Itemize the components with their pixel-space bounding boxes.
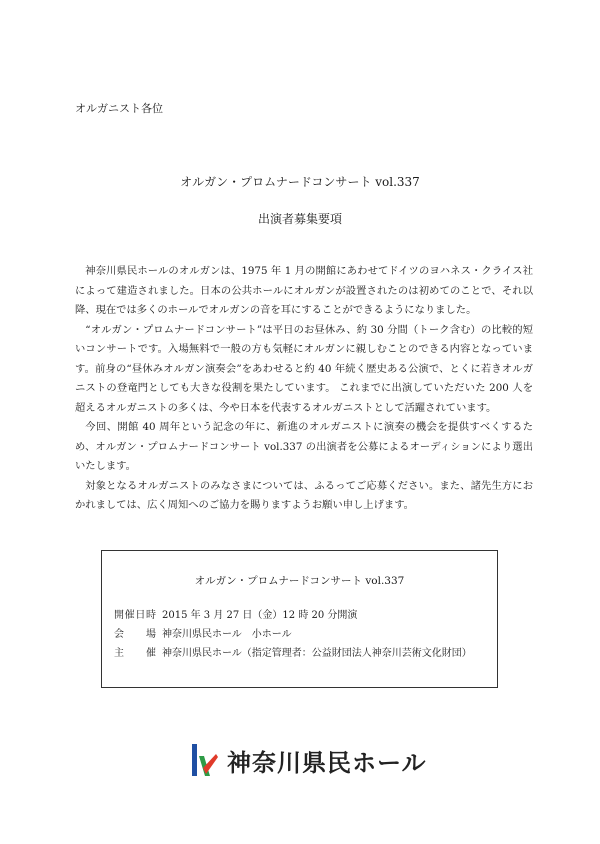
- info-row-label: 主 催: [114, 648, 156, 659]
- page-title: オルガン・プロムナードコンサート vol.337: [180, 175, 420, 189]
- addressee: オルガニスト各位: [75, 102, 163, 115]
- info-box-rows: [114, 606, 472, 663]
- logo-mark-blue: [192, 744, 197, 776]
- logo-text: 神奈川県民ホール: [227, 748, 427, 777]
- info-row-value: 2015 年 3 月 27 日（金）12 時 20 分開演: [162, 610, 358, 621]
- paragraph: “オルガン・プロムナードコンサート”は平日のお昼休み、約 30 分間（トーク含む）の比較的短いコンサートです。入場無料で一般の方も気軽にオルガンに親しむことのできる内容となっています。前身の“昼休みオルガン演奏会”をあわせると約 40 年続く歴史ある公演で、とくに若きオルガニストの登竜門としても大きな役割を果たしています。 これまでに出演していただいた 200 人を超えるオルガニストの多くは、今や日本を代表するオルガニストとして活躍されています。: [75, 323, 533, 414]
- info-row-value: 神奈川県民ホール 小ホール: [162, 629, 292, 640]
- body-text: [75, 262, 533, 516]
- info-box-title: オルガン・プロムナードコンサート vol.337: [194, 575, 405, 587]
- info-row-label: 開催日時: [114, 610, 156, 621]
- info-row-value: 神奈川県民ホール（指定管理者：公益財団法人神奈川芸術文化財団）: [162, 648, 472, 659]
- info-row-label: 会 場: [114, 629, 156, 640]
- info-row-organizer: [114, 644, 472, 663]
- paragraph: 対象となるオルガニストのみなさまについては、ふるってご応募ください。また、諸先生方におかれましては、広く周知へのご協力を賜りますようお願い申し上げます。: [75, 479, 533, 511]
- info-box: [101, 550, 498, 688]
- paragraph: 今回、開館 40 周年という記念の年に、新進のオルガニストに演奏の機会を提供すべくするため、オルガン・プロムナードコンサート vol.337 の出演者を公募によるオーディションにより選出いたします。: [75, 421, 533, 472]
- info-row-venue: [114, 625, 472, 644]
- logo: [189, 742, 427, 778]
- paragraph: 神奈川県民ホールのオルガンは、1975 年 1 月の開館にあわせてドイツのヨハネス・クライス社によって建造されました。日本の公共ホールにオルガンが設置されたのは初めてのことで、それ以降、現在では多くのホールでオルガンの音を耳にすることができるようになりました。: [75, 265, 533, 316]
- logo-mark-icon: [189, 742, 219, 778]
- info-row-datetime: [114, 606, 472, 625]
- page-subtitle: 出演者募集要項: [257, 212, 342, 226]
